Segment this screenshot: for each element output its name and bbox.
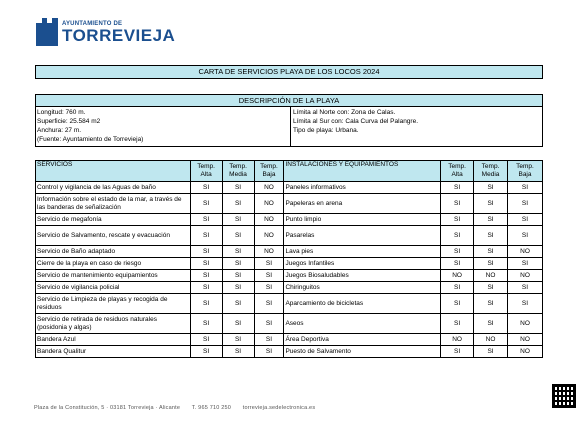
- installation-name: Juegos Biosaludables: [284, 270, 441, 282]
- temp-alta-value: SI: [190, 334, 222, 346]
- temp-alta-value: SI: [190, 346, 222, 358]
- temp-baja-value: NO: [254, 226, 284, 246]
- inst-temp-media-value: SI: [474, 194, 508, 214]
- temp-alta-value: SI: [190, 226, 222, 246]
- service-name: Servicio de mantenimiento equipamientos: [36, 270, 191, 282]
- temp-media-value: SI: [222, 226, 254, 246]
- header-servicios: SERVICIOS: [36, 161, 191, 182]
- footer-address: Plaza de la Constitución, 5 · 03181 Torrevieja · Alicante: [34, 405, 181, 411]
- description-line: Límita al Sur con: Cala Curva del Palangre.: [293, 118, 419, 125]
- temp-baja-value: NO: [254, 194, 284, 214]
- temp-media-value: SI: [222, 270, 254, 282]
- header-inst-temp-alta: Temp. Alta: [441, 161, 474, 182]
- inst-temp-media-value: SI: [474, 258, 508, 270]
- logo-tower-icon: [36, 18, 58, 46]
- inst-temp-baja-value: SI: [508, 194, 543, 214]
- inst-temp-media-value: SI: [474, 346, 508, 358]
- temp-baja-value: NO: [254, 246, 284, 258]
- service-name: Servicio de retirada de residuos naturales (posidonia y algas): [36, 314, 191, 334]
- inst-temp-alta-value: SI: [441, 258, 474, 270]
- installation-name: Pasarelas: [284, 226, 441, 246]
- installation-name: Juegos Infantiles: [284, 258, 441, 270]
- inst-temp-baja-value: NO: [508, 270, 543, 282]
- temp-media-value: SI: [222, 294, 254, 314]
- installation-name: Área Deportiva: [284, 334, 441, 346]
- table-row: [36, 346, 543, 358]
- service-name: Servicio de Baño adaptado: [36, 246, 191, 258]
- inst-temp-media-value: SI: [474, 246, 508, 258]
- inst-temp-alta-value: SI: [441, 282, 474, 294]
- side-left-stamp: [2, 40, 16, 120]
- temp-media-value: SI: [222, 194, 254, 214]
- temp-alta-value: SI: [190, 194, 222, 214]
- inst-temp-baja-value: SI: [508, 214, 543, 226]
- temp-media-value: SI: [222, 346, 254, 358]
- installation-name: Lava pies: [284, 246, 441, 258]
- installation-name: Paneles informativos: [284, 182, 441, 194]
- service-name: Bandera Azul: [36, 334, 191, 346]
- header-inst-temp-baja: Temp. Baja: [508, 161, 543, 182]
- service-name: Servicio de Salvamento, rescate y evacuación: [36, 226, 191, 246]
- description-line: Anchura: 27 m.: [37, 127, 82, 134]
- table-row: [36, 294, 543, 314]
- inst-temp-alta-value: SI: [441, 182, 474, 194]
- inst-temp-alta-value: NO: [441, 334, 474, 346]
- service-name: Servicio de vigilancia policial: [36, 282, 191, 294]
- inst-temp-alta-value: SI: [441, 246, 474, 258]
- inst-temp-alta-value: SI: [441, 346, 474, 358]
- inst-temp-baja-value: NO: [508, 246, 543, 258]
- inst-temp-alta-value: SI: [441, 194, 474, 214]
- table-row: [36, 314, 543, 334]
- description-line: Superficie: 25.584 m2: [37, 118, 101, 125]
- service-name: Control y vigilancia de las Aguas de baño: [36, 182, 191, 194]
- description-line: Límita al Norte con: Zona de Calas.: [293, 109, 396, 116]
- description-line: Longitud: 760 m.: [37, 109, 86, 116]
- inst-temp-alta-value: SI: [441, 226, 474, 246]
- description-line: (Fuente: Ayuntamiento de Torrevieja): [37, 136, 144, 143]
- temp-media-value: SI: [222, 214, 254, 226]
- footer: [34, 405, 325, 411]
- table-row: [36, 194, 543, 214]
- installation-name: Puesto de Salvamento: [284, 346, 441, 358]
- description-divider: [290, 106, 291, 146]
- installation-name: Punto limpio: [284, 214, 441, 226]
- temp-media-value: SI: [222, 258, 254, 270]
- inst-temp-media-value: SI: [474, 282, 508, 294]
- temp-alta-value: SI: [190, 314, 222, 334]
- inst-temp-baja-value: NO: [508, 334, 543, 346]
- table-row: [36, 226, 543, 246]
- temp-alta-value: SI: [190, 270, 222, 282]
- service-name: Servicio de megafonía: [36, 214, 191, 226]
- logo-small-text: AYUNTAMIENTO DE: [62, 20, 123, 27]
- table-header-row: [36, 161, 543, 182]
- inst-temp-media-value: SI: [474, 314, 508, 334]
- temp-media-value: SI: [222, 182, 254, 194]
- table-row: [36, 270, 543, 282]
- temp-baja-value: SI: [254, 346, 284, 358]
- inst-temp-media-value: SI: [474, 226, 508, 246]
- inst-temp-baja-value: NO: [508, 346, 543, 358]
- table-row: [36, 182, 543, 194]
- inst-temp-media-value: SI: [474, 214, 508, 226]
- inst-temp-alta-value: SI: [441, 294, 474, 314]
- service-name: Servicio de Limpieza de playas y recogida de residuos: [36, 294, 191, 314]
- temp-media-value: SI: [222, 314, 254, 334]
- side-right-stamp: [548, 230, 576, 410]
- temp-baja-value: SI: [254, 334, 284, 346]
- inst-temp-alta-value: NO: [441, 270, 474, 282]
- temp-baja-value: SI: [254, 314, 284, 334]
- temp-baja-value: SI: [254, 282, 284, 294]
- temp-alta-value: SI: [190, 182, 222, 194]
- inst-temp-baja-value: NO: [508, 314, 543, 334]
- service-name: Información sobre el estado de la mar, a través de las banderas de señalización: [36, 194, 191, 214]
- header-temp-alta: Temp. Alta: [190, 161, 222, 182]
- inst-temp-alta-value: SI: [441, 214, 474, 226]
- header-instalaciones: INSTALACIONES Y EQUIPAMIENTOS: [284, 161, 441, 182]
- description-line: Tipo de playa: Urbana.: [293, 127, 359, 134]
- inst-temp-baja-value: SI: [508, 282, 543, 294]
- temp-alta-value: SI: [190, 246, 222, 258]
- logo-big-text: TORREVIEJA: [62, 25, 176, 45]
- inst-temp-alta-value: SI: [441, 314, 474, 334]
- footer-web: torrevieja.sedelectronica.es: [242, 405, 316, 411]
- temp-baja-value: SI: [254, 294, 284, 314]
- inst-temp-media-value: SI: [474, 182, 508, 194]
- header-temp-baja: Temp. Baja: [254, 161, 284, 182]
- inst-temp-baja-value: SI: [508, 294, 543, 314]
- inst-temp-media-value: NO: [474, 270, 508, 282]
- table-row: [36, 246, 543, 258]
- temp-alta-value: SI: [190, 258, 222, 270]
- header-inst-temp-media: Temp. Media: [474, 161, 508, 182]
- header-temp-media: Temp. Media: [222, 161, 254, 182]
- description-box: [35, 106, 543, 147]
- page-title: CARTA DE SERVICIOS PLAYA DE LOS LOCOS 2024: [35, 65, 543, 79]
- temp-media-value: SI: [222, 246, 254, 258]
- inst-temp-media-value: SI: [474, 294, 508, 314]
- description-left: [37, 108, 143, 144]
- temp-alta-value: SI: [190, 294, 222, 314]
- temp-baja-value: SI: [254, 270, 284, 282]
- inst-temp-baja-value: SI: [508, 226, 543, 246]
- temp-media-value: SI: [222, 282, 254, 294]
- service-name: Bandera Qualitur: [36, 346, 191, 358]
- logo: [36, 18, 175, 46]
- inst-temp-baja-value: SI: [508, 258, 543, 270]
- temp-media-value: SI: [222, 334, 254, 346]
- installation-name: Aseos: [284, 314, 441, 334]
- temp-baja-value: SI: [254, 258, 284, 270]
- footer-phone: T. 965 710 250: [191, 405, 231, 411]
- table-row: [36, 258, 543, 270]
- installation-name: Papeleras en arena: [284, 194, 441, 214]
- installation-name: Chiringuitos: [284, 282, 441, 294]
- temp-baja-value: NO: [254, 182, 284, 194]
- inst-temp-media-value: NO: [474, 334, 508, 346]
- description-right: [293, 108, 418, 135]
- services-table: [35, 160, 543, 358]
- service-name: Cierre de la playa en caso de riesgo: [36, 258, 191, 270]
- table-row: [36, 282, 543, 294]
- inst-temp-baja-value: SI: [508, 182, 543, 194]
- temp-baja-value: NO: [254, 214, 284, 226]
- table-row: [36, 334, 543, 346]
- temp-alta-value: SI: [190, 282, 222, 294]
- temp-alta-value: SI: [190, 214, 222, 226]
- installation-name: Aparcamiento de bicicletas: [284, 294, 441, 314]
- qr-code-icon: [552, 384, 576, 408]
- description-heading: DESCRIPCIÓN DE LA PLAYA: [35, 94, 543, 107]
- table-row: [36, 214, 543, 226]
